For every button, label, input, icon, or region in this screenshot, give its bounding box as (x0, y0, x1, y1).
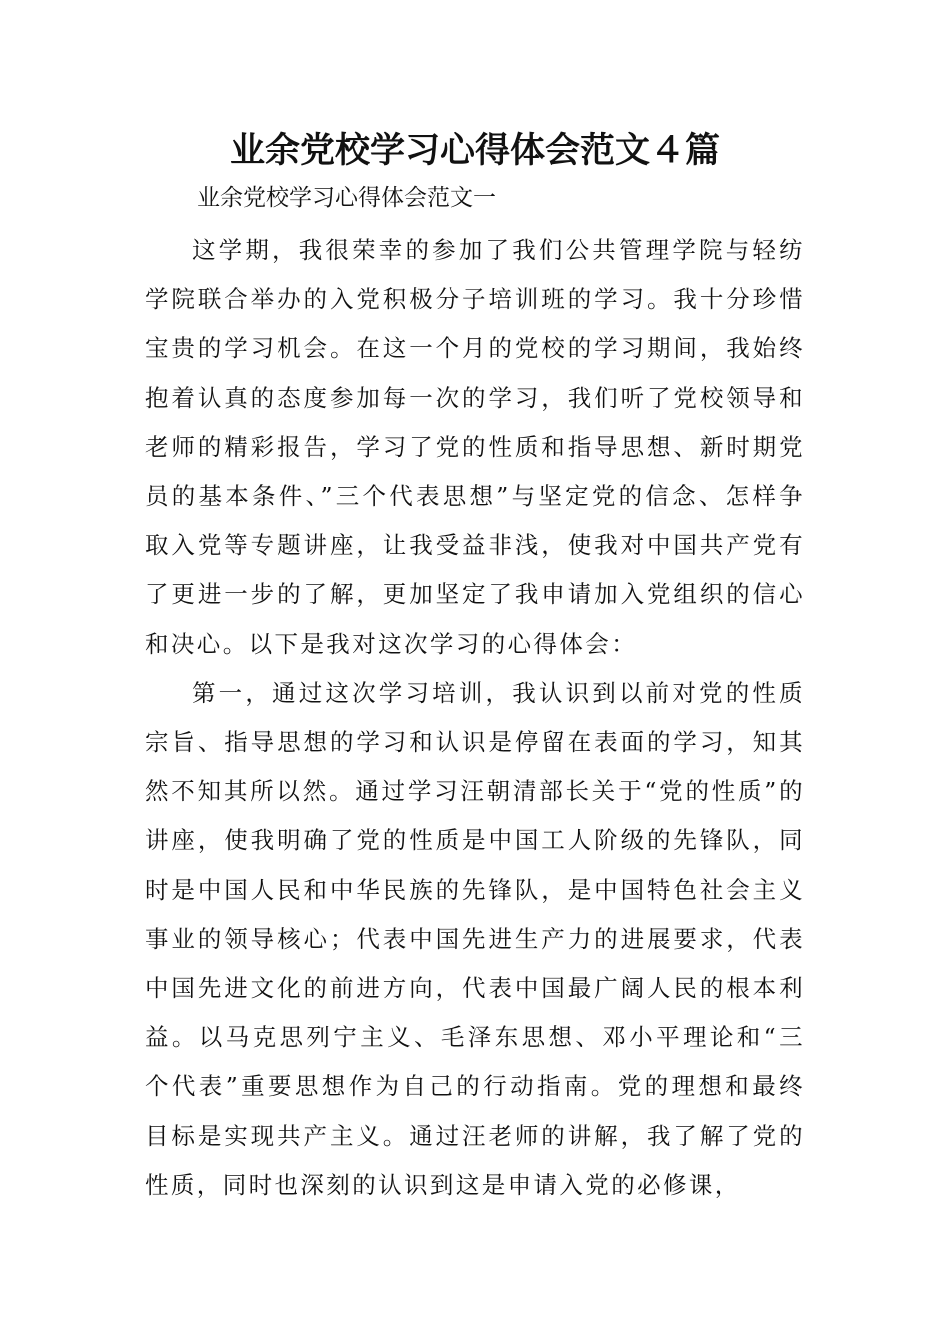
document-title: 业余党校学习心得体会范文４篇 (229, 131, 720, 171)
document-subtitle: 业余党校学习心得体会范文一 (197, 185, 496, 211)
document-body (145, 226, 805, 1210)
paragraph-1: 这学期，我很荣幸的参加了我们公共管理学院与轻纺学院联合举办的入党积极分子培训班的学习。我十分珍惜宝贵的学习机会。在这一个月的党校的学习期间，我始终抱着认真的态度参加每一次的学习，我们听了党校领导和老师的精彩报告，学习了党的性质和指导思想、新时期党员的基本条件、”三个代表思想”与坚定党的信念、怎样争取入党等专题讲座，让我受益非浅，使我对中国共产党有了更进一步的了解，更加坚定了我申请加入党组织的信心和决心。以下是我对这次学习的心得体会： (145, 236, 805, 658)
paragraph-2: 第一，通过这次学习培训，我认识到以前对党的性质宗旨、指导思想的学习和认识是停留在表面的学习，知其然不知其所以然。通过学习汪朝清部长关于“党的性质”的讲座，使我明确了党的性质是中国工人阶级的先锋队，同时是中国人民和中华民族的先锋队，是中国特色社会主义事业的领导核心；代表中国先进生产力的进展要求，代表中国先进文化的前进方向，代表中国最广阔人民的根本利益。以马克思列宁主义、毛泽东思想、邓小平理论和“三个代表”重要思想作为自己的行动指南。党的理想和最终目标是实现共产主义。通过汪老师的讲解，我了解了党的性质，同时也深刻的认识到这是申请入党的必修课， (145, 678, 805, 1199)
